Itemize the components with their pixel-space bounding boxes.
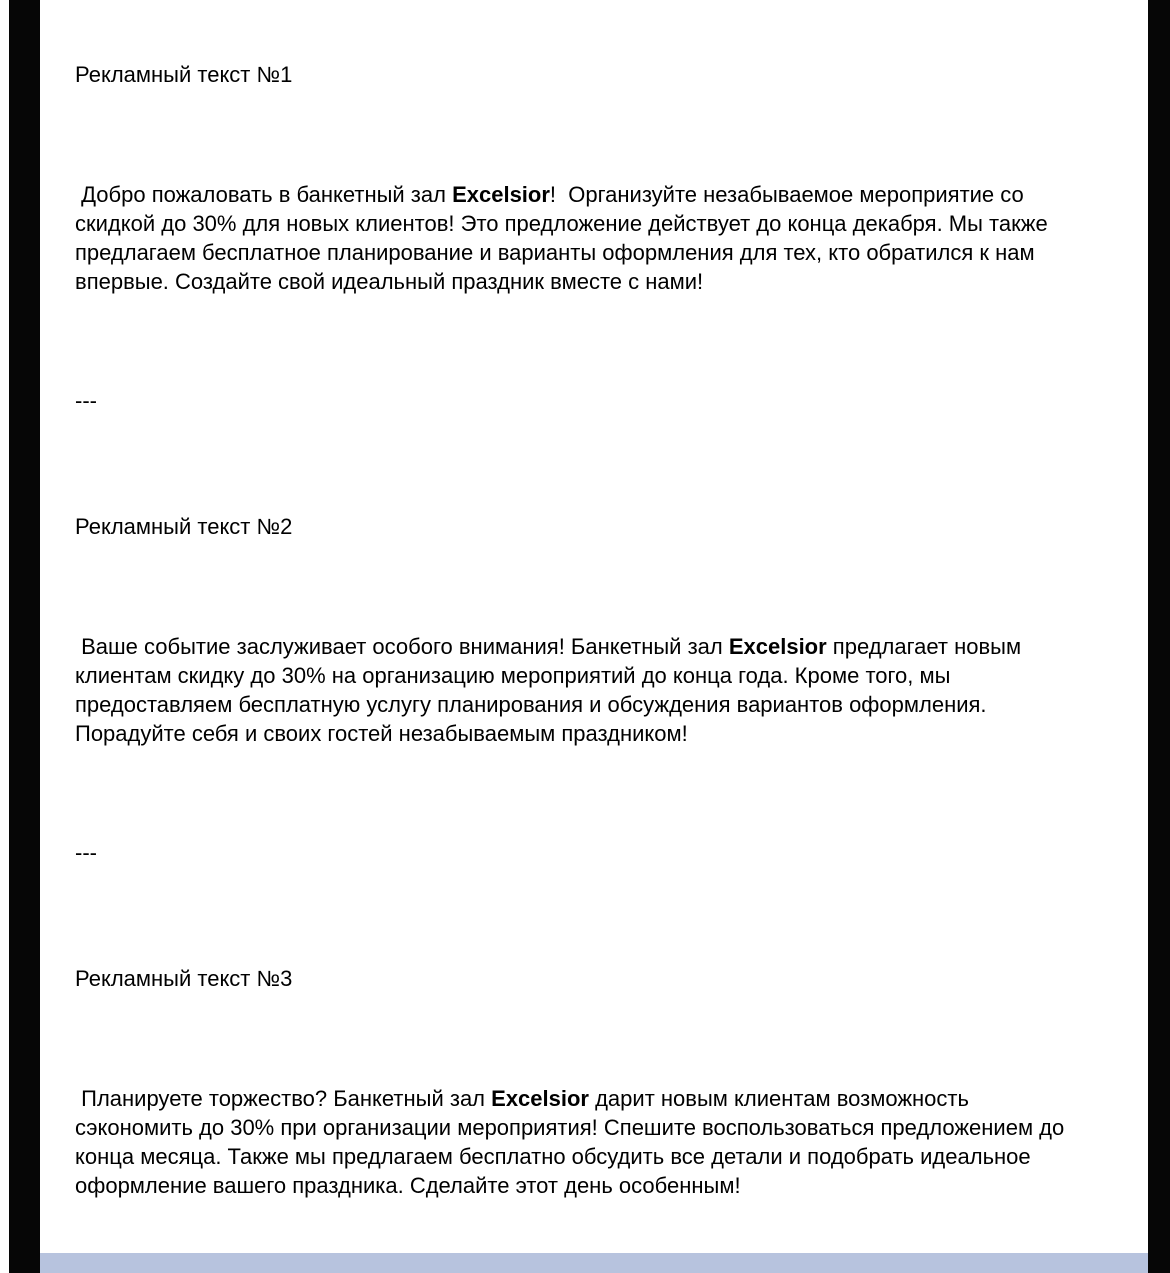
document-page (40, 0, 1148, 1273)
section-1-text-after: ! Организуйте незабываемое мероприятие со скидкой до 30% для новых клиентов! Это предложение действует до конца декабря. Мы также предлагаем бесплатное планирование и варианты оформления для тех, кто обратился к нам впервые. Создайте свой идеальный праздник вместе с нами! (75, 182, 1054, 294)
section-3-text-before: Планируете торжество? Банкетный зал (75, 1086, 492, 1111)
section-2-paragraph (75, 632, 1090, 748)
section-1-paragraph (75, 180, 1090, 296)
section-1-heading: Рекламный текст №1 (75, 62, 293, 87)
section-divider-2: --- (75, 840, 97, 865)
brand-name-bold: Excelsior (491, 1086, 589, 1111)
left-page-border (9, 0, 40, 1273)
section-divider-1: --- (75, 388, 97, 413)
section-2-text-after: предлагает новым клиентам скидку до 30% на организацию мероприятий до конца года. Кроме того, мы предоставляем бесплатную услугу планирования и обсуждения вариантов оформления. Порадуйте себя и своих гостей незабываемым праздником! (75, 634, 1028, 746)
section-2-heading: Рекламный текст №2 (75, 514, 293, 539)
brand-name-bold: Excelsior (728, 634, 827, 659)
section-3-paragraph (75, 1084, 1090, 1200)
section-1-text-before: Добро пожаловать в банкетный зал (75, 182, 453, 207)
right-page-border (1148, 0, 1170, 1273)
bottom-edge-strip (40, 1253, 1148, 1273)
section-2-text-before: Ваше событие заслуживает особого внимания! Банкетный зал (75, 634, 729, 659)
section-3-text-after: дарит новым клиентам возможность сэкономить до 30% при организации мероприятия! Спешите воспользоваться предложением до конца месяца. Также мы предлагаем бесплатно обсудить все детали и подобрать идеальное оформление вашего праздника. Сделайте этот день особенным! (75, 1086, 1071, 1198)
brand-name-bold: Excelsior (452, 182, 550, 207)
section-3-heading: Рекламный текст №3 (75, 966, 293, 991)
